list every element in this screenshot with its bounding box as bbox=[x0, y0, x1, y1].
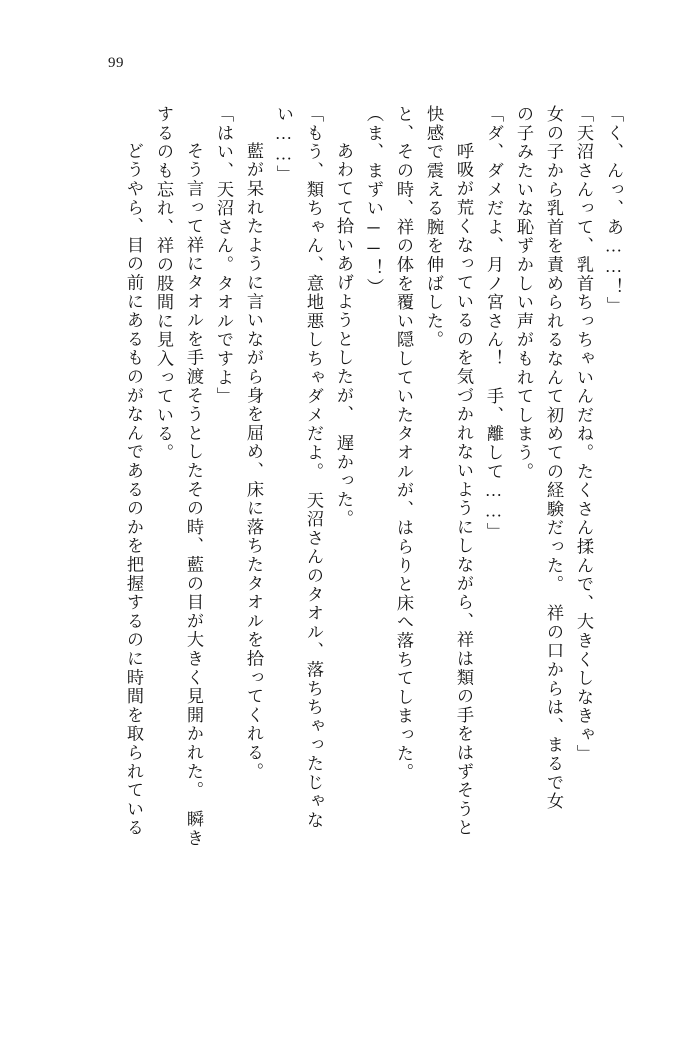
text-line: 快感で震える腕を伸ばした。 bbox=[424, 105, 443, 350]
text-line: と、その時、祥の体を覆い隠していたタオルが、はらりと床へ落ちてしまった。 bbox=[394, 105, 413, 782]
text-line: どうやら、目の前にあるものがなんであるのかを把握するのに時間を取られている bbox=[124, 123, 143, 838]
text-line: 「もう、類ちゃん、意地悪しちゃダメだよ。 天沼さんのタオル、落ちちゃったじゃな bbox=[304, 105, 323, 830]
text-line: 「はい、天沼さん。タオルですよ」 bbox=[214, 105, 233, 406]
text-line: 「ダ、ダメだよ、月ノ宮さん！ 手、離して……」 bbox=[484, 105, 503, 541]
page-number: 99 bbox=[108, 55, 124, 71]
text-line: （ま、まずい──！） bbox=[364, 105, 383, 297]
text-line: そう言って祥にタオルを手渡そうとしたその時、藍の目が大きく見開かれた。 瞬き bbox=[184, 123, 203, 848]
text-line: するのも忘れ、祥の股間に見入っている。 bbox=[154, 105, 173, 463]
text-line: 藍が呆れたように言いながら身を屈め、床に落ちたタオルを拾ってくれる。 bbox=[244, 123, 263, 781]
text-line: 呼吸が荒くなっているのを気づかれないようにしながら、祥は類の手をはずそうと bbox=[454, 123, 473, 838]
text-line: あわてて拾いあげようとしたが、 遅かった。 bbox=[334, 123, 353, 528]
text-line: の子みたいな恥ずかしい声がもれてしまう。 bbox=[514, 105, 533, 481]
text-line: 女の子から乳首を責められるなんて初めての経験だった。 祥の口からは、まるで女 bbox=[544, 105, 563, 811]
text-line: 「く、んっ、あ……！」 bbox=[604, 105, 623, 316]
text-line: 「天沼さんって、乳首ちっちゃいんだね。たくさん揉んで、大きくしなきゃ」 bbox=[574, 105, 593, 763]
text-line: い……」 bbox=[274, 105, 293, 184]
vertical-text-block bbox=[68, 105, 628, 970]
